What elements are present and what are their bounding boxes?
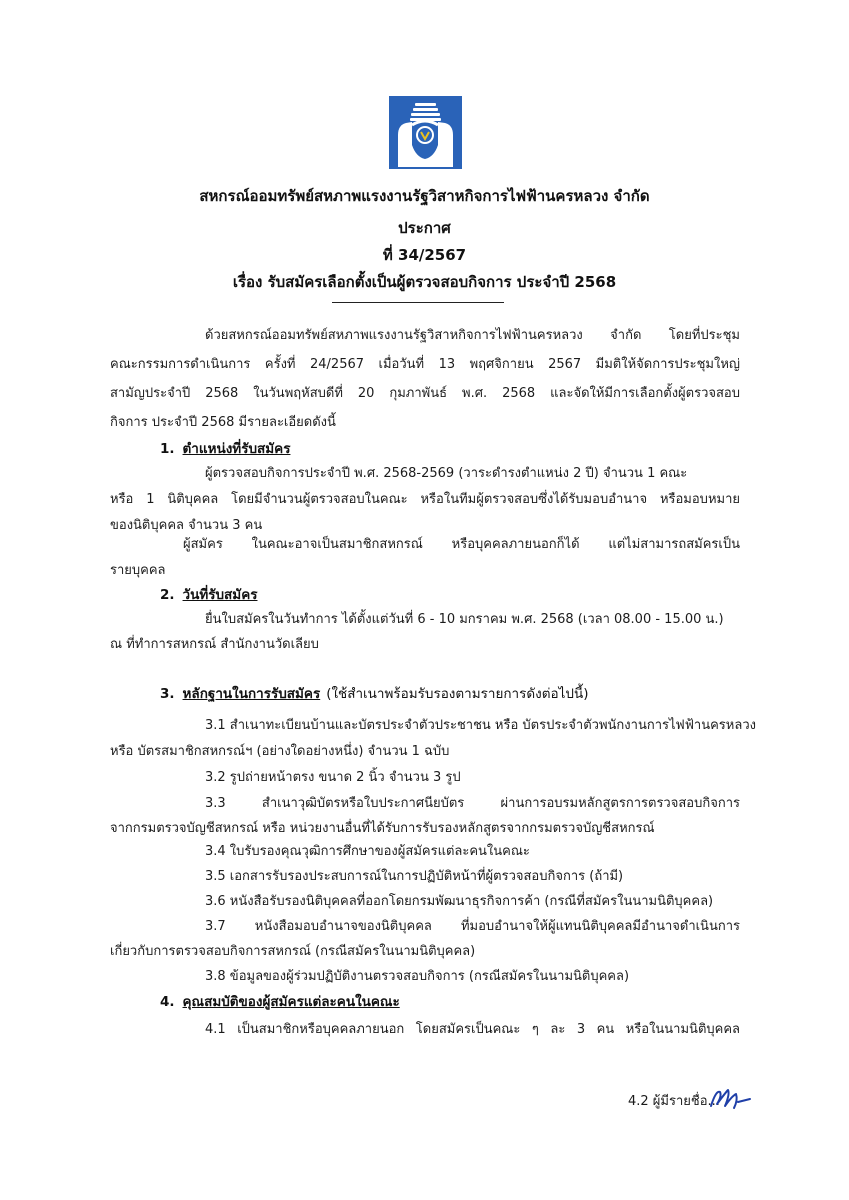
section-4-heading <box>160 990 400 1012</box>
section-3-note: (ใช้สำเนาพร้อมรับรองตามรายการดังต่อไปนี้) <box>326 686 589 702</box>
section-2-title: วันที่รับสมัคร <box>182 587 258 603</box>
section-3-item-5: 3.5 เอกสารรับรองประสบการณ์ในการปฏิบัติหน้าที่ผู้ตรวจสอบกิจการ (ถ้ามี) <box>205 869 624 884</box>
section-3-item-6: 3.6 หนังสือรับรองนิติบุคคลที่ออกโดยกรมพัฒนาธุรกิจการค้า (กรณีที่สมัครในนามนิติบุคคล) <box>205 894 714 909</box>
section-3-item-7: 3.7 หนังสือมอบอำนาจของนิติบุคคล ที่มอบอำนาจให้ผู้แทนนิติบุคคลมีอำนาจดำเนินการ <box>205 919 740 934</box>
section-2-line-2: ณ ที่ทำการสหกรณ์ สำนักงานวัดเลียบ <box>110 637 319 652</box>
intro-line-1: ด้วยสหกรณ์ออมทรัพย์สหภาพแรงงานรัฐวิสาหกิจการไฟฟ้านครหลวง จำกัด โดยที่ประชุม <box>205 328 740 343</box>
organization-name: สหกรณ์ออมทรัพย์สหภาพแรงงานรัฐวิสาหกิจการไฟฟ้านครหลวง จำกัด <box>199 187 650 205</box>
section-3-item-2: 3.2 รูปถ่ายหน้าตรง ขนาด 2 นิ้ว จำนวน 3 รูป <box>205 770 461 785</box>
section-3-title: หลักฐานในการรับสมัคร <box>182 686 321 702</box>
document-number: ที่ 34/2567 <box>382 246 467 264</box>
section-1-line-4: ผู้สมัคร ในคณะอาจเป็นสมาชิกสหกรณ์ หรือบุคคลภายนอกก็ได้ แต่ไม่สามารถสมัครเป็น <box>183 537 740 552</box>
intro-line-4: กิจการ ประจำปี 2568 มีรายละเอียดดังนี้ <box>110 415 336 430</box>
intro-line-2: คณะกรรมการดำเนินการ ครั้งที่ 24/2567 เมื่อวันที่ 13 พฤศจิกายน 2567 มีมติให้จัดการประชุมใหญ่ <box>110 357 740 372</box>
section-1-line-2: หรือ 1 นิติบุคคล โดยมีจำนวนผู้ตรวจสอบในคณะ หรือในทีมผู้ตรวจสอบซึ่งได้รับมอบอำนาจ หรือมอบหมาย <box>110 492 740 507</box>
section-3-item-4: 3.4 ใบรับรองคุณวุฒิการศึกษาของผู้สมัครแต่ละคนในคณะ <box>205 844 530 859</box>
section-4-number: 4. <box>160 994 175 1010</box>
section-3-item-8: 3.8 ข้อมูลของผู้ร่วมปฏิบัติงานตรวจสอบกิจการ (กรณีสมัครในนามนิติบุคคล) <box>205 969 630 984</box>
section-3-item-7-cont: เกี่ยวกับการตรวจสอบกิจการสหกรณ์ (กรณีสมัครในนามนิติบุคคล) <box>110 944 476 959</box>
section-2-line-1: ยื่นใบสมัครในวันทำการ ได้ตั้งแต่วันที่ 6 - 10 มกราคม พ.ศ. 2568 (เวลา 08.00 - 15.00 น.) <box>205 612 724 627</box>
section-2-heading <box>160 583 257 605</box>
section-1-heading <box>160 437 290 459</box>
section-3-item-3-cont: จากกรมตรวจบัญชีสหกรณ์ หรือ หน่วยงานอื่นที่ได้รับการรับรองหลักสูตรจากกรมตรวจบัญชีสหกรณ์ <box>110 821 655 836</box>
document-type: ประกาศ <box>398 219 451 237</box>
section-4-item-1: 4.1 เป็นสมาชิกหรือบุคคลภายนอก โดยสมัครเป็นคณะ ๆ ละ 3 คน หรือในนามนิติบุคคล <box>205 1022 740 1037</box>
section-2-number: 2. <box>160 587 175 603</box>
section-4-title: คุณสมบัติของผู้สมัครแต่ละคนในคณะ <box>182 994 400 1010</box>
section-3-number: 3. <box>160 686 175 702</box>
section-3-item-3: 3.3 สำเนาวุฒิบัตรหรือใบประกาศนียบัตร ผ่านการอบรมหลักสูตรการตรวจสอบกิจการ <box>205 796 740 811</box>
section-3-item-1: 3.1 สำเนาทะเบียนบ้านและบัตรประจำตัวประชาชน หรือ บัตรประจำตัวพนักงานการไฟฟ้านครหลวง <box>205 718 756 733</box>
intro-line-3: สามัญประจำปี 2568 ในวันพฤหัสบดีที่ 20 กุมภาพันธ์ พ.ศ. 2568 และจัดให้มีการเลือกตั้งผู้ตรวจสอบ <box>110 386 740 401</box>
continuation-marker: 4.2 ผู้มีรายชื่อ... <box>628 1094 720 1109</box>
cooperative-logo <box>388 95 463 170</box>
title-underline <box>332 302 504 303</box>
section-1-number: 1. <box>160 441 175 457</box>
section-1-line-3: ของนิติบุคคล จำนวน 3 คน <box>110 518 263 533</box>
section-1-line-1: ผู้ตรวจสอบกิจการประจำปี พ.ศ. 2568-2569 (วาระดำรงตำแหน่ง 2 ปี) จำนวน 1 คณะ <box>205 466 688 481</box>
section-3-heading <box>160 682 588 704</box>
document-subject: เรื่อง รับสมัครเลือกตั้งเป็นผู้ตรวจสอบกิจการ ประจำปี 2568 <box>232 273 617 291</box>
section-1-title: ตำแหน่งที่รับสมัคร <box>182 441 291 457</box>
section-3-item-1-cont: หรือ บัตรสมาชิกสหกรณ์ฯ (อย่างใดอย่างหนึ่ง) จำนวน 1 ฉบับ <box>110 744 450 759</box>
signature-initials <box>708 1084 752 1112</box>
section-1-line-5: รายบุคคล <box>110 563 166 578</box>
